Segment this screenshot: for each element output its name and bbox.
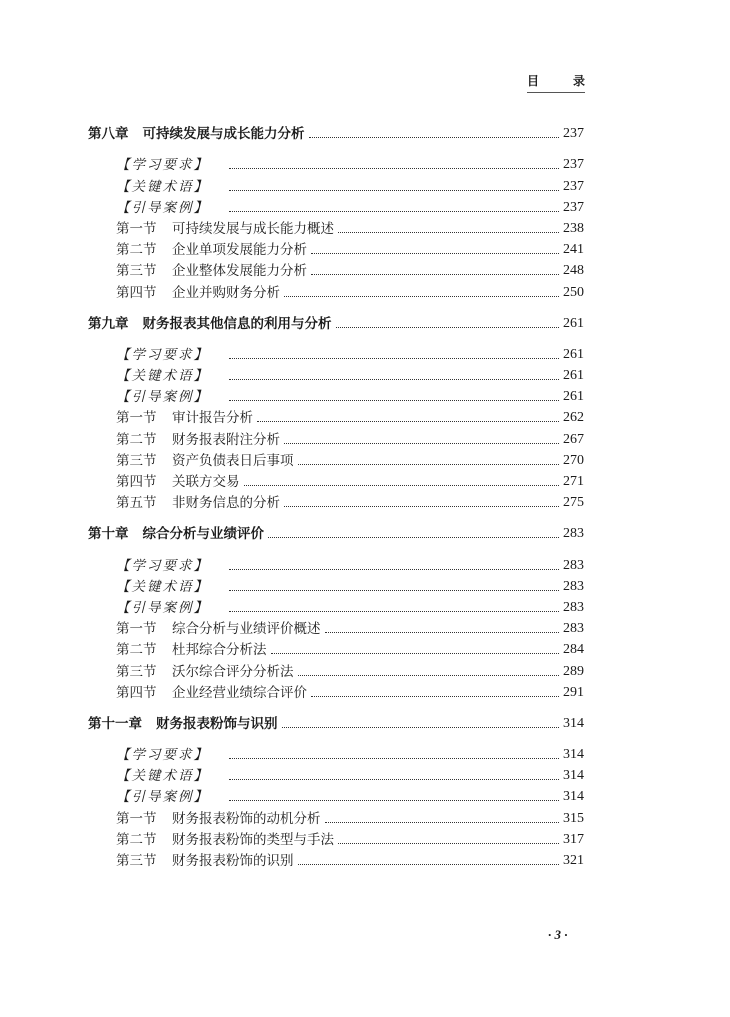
- section-label: 第一节: [116, 220, 157, 237]
- dot-leader: [338, 232, 559, 233]
- section-entry[interactable]: [88, 575, 584, 596]
- section-label: 【学习要求】: [116, 346, 209, 363]
- section-page-number: 283: [563, 599, 584, 615]
- chapter-entry[interactable]: [88, 122, 584, 143]
- section-entry[interactable]: [88, 427, 584, 448]
- section-label: 第三节: [116, 853, 157, 869]
- dot-leader: [229, 400, 559, 401]
- table-of-contents: [88, 122, 584, 880]
- section-title: 资产负债表日后事项: [172, 452, 294, 469]
- section-entry[interactable]: [88, 364, 584, 385]
- section-page-number: 314: [563, 768, 584, 784]
- dot-leader: [284, 506, 559, 507]
- section-page-number: 291: [563, 684, 584, 700]
- section-page-number: 267: [563, 431, 584, 447]
- section-page-number: 237: [563, 157, 584, 173]
- section-entry[interactable]: [88, 681, 584, 702]
- chapter-title: 综合分析与业绩评价: [142, 526, 264, 543]
- section-label: 第二节: [116, 642, 157, 659]
- dot-leader: [229, 590, 559, 591]
- section-label: 第一节: [116, 621, 157, 638]
- section-label: 第四节: [116, 474, 157, 490]
- section-label: 第一节: [116, 410, 157, 427]
- chapter-entry[interactable]: [88, 712, 584, 733]
- section-page-number: 261: [563, 346, 584, 362]
- section-title: 非财务信息的分析: [172, 495, 280, 512]
- dot-leader: [229, 611, 559, 612]
- section-label: 【学习要求】: [116, 557, 209, 574]
- section-page-number: 237: [563, 178, 584, 194]
- dot-leader: [311, 274, 559, 275]
- section-entry[interactable]: [88, 385, 584, 406]
- section-page-number: 283: [563, 621, 584, 637]
- dot-leader: [311, 696, 559, 697]
- chapter-group: [88, 122, 584, 302]
- dot-leader: [298, 675, 560, 676]
- dot-leader: [229, 569, 559, 570]
- section-label: 【学习要求】: [116, 747, 209, 764]
- section-entry[interactable]: [88, 343, 584, 364]
- section-entry[interactable]: [88, 238, 584, 259]
- section-label: 【关键术语】: [116, 368, 209, 385]
- dot-leader: [284, 443, 559, 444]
- dot-leader: [338, 843, 559, 844]
- section-page-number: 271: [563, 474, 584, 489]
- section-page-number: 241: [563, 242, 584, 258]
- dot-leader: [244, 485, 560, 486]
- section-label: 【关键术语】: [116, 578, 209, 595]
- section-title: 杜邦综合分析法: [172, 642, 267, 659]
- dot-leader: [268, 537, 559, 538]
- section-page-number: 262: [563, 410, 584, 426]
- chapter-group: [88, 712, 584, 870]
- section-entry[interactable]: [88, 280, 584, 301]
- section-title: 沃尔综合评分分析法: [172, 663, 294, 680]
- dot-leader: [229, 379, 559, 380]
- section-page-number: 283: [563, 578, 584, 594]
- dot-leader: [229, 800, 559, 801]
- section-page-number: 237: [563, 199, 584, 215]
- section-entry[interactable]: [88, 217, 584, 238]
- section-entry[interactable]: [88, 196, 584, 217]
- section-label: 第二节: [116, 431, 157, 448]
- section-entry[interactable]: [88, 553, 584, 574]
- section-page-number: 238: [563, 220, 584, 236]
- section-label: 第二节: [116, 242, 157, 259]
- chapter-page-number: 283: [563, 526, 584, 542]
- dot-leader: [229, 168, 559, 169]
- section-entry[interactable]: [88, 470, 584, 491]
- section-title: 财务报表附注分析: [172, 431, 280, 448]
- dot-leader: [309, 137, 560, 138]
- chapter-group: [88, 522, 584, 702]
- section-entry[interactable]: [88, 259, 584, 280]
- section-page-number: 317: [563, 831, 584, 847]
- section-title: 财务报表粉饰的类型与手法: [172, 831, 334, 848]
- chapter-entry[interactable]: [88, 522, 584, 543]
- running-header-right: 录: [572, 74, 585, 88]
- section-label: 【引导案例】: [116, 199, 209, 216]
- section-label: 第三节: [116, 663, 157, 680]
- section-entry[interactable]: [88, 764, 584, 785]
- dot-leader: [311, 253, 559, 254]
- section-page-number: 270: [563, 452, 584, 468]
- section-label: 【关键术语】: [116, 178, 209, 195]
- section-label: 【引导案例】: [116, 599, 209, 616]
- section-page-number: 250: [563, 284, 584, 300]
- dot-leader: [229, 358, 559, 359]
- dot-leader: [229, 190, 559, 191]
- section-label: 第四节: [116, 684, 157, 701]
- section-title: 审计报告分析: [172, 410, 253, 427]
- section-label: 第二节: [116, 831, 157, 848]
- section-entry[interactable]: [88, 806, 584, 827]
- section-title: 关联方交易: [172, 474, 240, 490]
- section-label: 【关键术语】: [116, 768, 209, 785]
- section-entry[interactable]: [88, 638, 584, 659]
- dot-leader: [282, 727, 560, 728]
- chapter-title: 财务报表其他信息的利用与分析: [142, 315, 332, 332]
- chapter-title: 可持续发展与成长能力分析: [142, 126, 305, 143]
- dot-leader: [271, 653, 560, 654]
- section-title: 企业经营业绩综合评价: [172, 684, 307, 701]
- section-page-number: 321: [563, 853, 584, 868]
- section-page-number: 314: [563, 747, 584, 763]
- section-entry[interactable]: [88, 596, 584, 617]
- dot-leader: [284, 296, 559, 297]
- section-label: 第四节: [116, 284, 157, 301]
- section-page-number: 261: [563, 389, 584, 405]
- section-page-number: 314: [563, 789, 584, 805]
- dot-leader: [229, 779, 559, 780]
- section-title: 企业单项发展能力分析: [172, 242, 307, 259]
- section-title: 财务报表粉饰的识别: [172, 853, 294, 869]
- chapter-page-number: 237: [563, 126, 584, 142]
- section-page-number: 275: [563, 495, 584, 511]
- section-entry[interactable]: [88, 849, 584, 870]
- chapter-group: [88, 312, 584, 513]
- page-number: · 3 ·: [548, 927, 568, 942]
- section-label: 第三节: [116, 452, 157, 469]
- section-entry[interactable]: [88, 174, 584, 195]
- chapter-title: 财务报表粉饰与识别: [156, 715, 278, 732]
- section-page-number: 248: [563, 263, 584, 279]
- section-entry[interactable]: [88, 153, 584, 174]
- dot-leader: [336, 327, 560, 328]
- dot-leader: [298, 864, 560, 865]
- running-header: [527, 72, 585, 93]
- dot-leader: [229, 758, 559, 759]
- section-title: 企业并购财务分析: [172, 284, 280, 301]
- section-entry[interactable]: [88, 406, 584, 427]
- dot-leader: [257, 421, 559, 422]
- dot-leader: [229, 211, 559, 212]
- chapter-label: 第十章: [88, 526, 129, 543]
- dot-leader: [325, 632, 560, 633]
- section-page-number: 261: [563, 368, 584, 384]
- section-title: 企业整体发展能力分析: [172, 263, 307, 280]
- chapter-page-number: 314: [563, 715, 584, 731]
- section-label: 第五节: [116, 495, 157, 512]
- running-header-left: 目: [527, 74, 540, 88]
- section-page-number: 284: [563, 642, 584, 658]
- section-label: 第一节: [116, 810, 157, 827]
- section-entry[interactable]: [88, 659, 584, 680]
- section-entry[interactable]: [88, 743, 584, 764]
- section-label: 【引导案例】: [116, 389, 209, 406]
- dot-leader: [298, 464, 560, 465]
- chapter-label: 第九章: [88, 315, 129, 332]
- chapter-label: 第八章: [88, 126, 129, 143]
- dot-leader: [325, 822, 560, 823]
- chapter-entry[interactable]: [88, 312, 584, 333]
- section-page-number: 315: [563, 810, 584, 826]
- chapter-page-number: 261: [563, 315, 584, 331]
- section-title: 综合分析与业绩评价概述: [172, 621, 321, 638]
- section-entry[interactable]: [88, 617, 584, 638]
- section-entry[interactable]: [88, 449, 584, 470]
- section-entry[interactable]: [88, 828, 584, 849]
- section-label: 【引导案例】: [116, 789, 209, 806]
- section-title: 可持续发展与成长能力概述: [172, 220, 334, 237]
- chapter-label: 第十一章: [88, 715, 142, 732]
- section-label: 第三节: [116, 263, 157, 280]
- section-label: 【学习要求】: [116, 157, 209, 174]
- section-page-number: 289: [563, 663, 584, 679]
- section-entry[interactable]: [88, 491, 584, 512]
- section-entry[interactable]: [88, 785, 584, 806]
- section-title: 财务报表粉饰的动机分析: [172, 810, 321, 827]
- section-page-number: 283: [563, 557, 584, 573]
